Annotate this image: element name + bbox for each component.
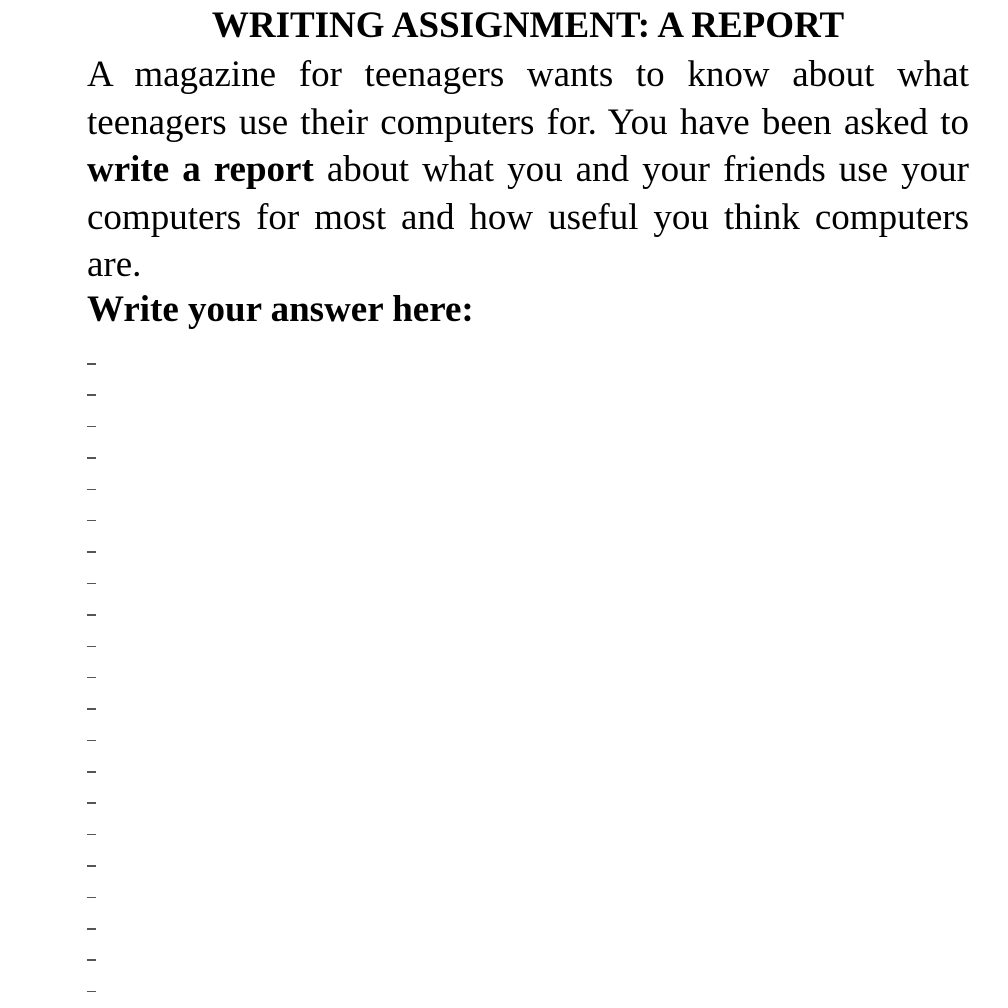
answer-line[interactable]	[87, 842, 969, 873]
answer-line[interactable]	[87, 591, 969, 622]
line-marker	[87, 551, 96, 553]
line-marker	[87, 959, 96, 961]
answer-line[interactable]	[87, 748, 969, 779]
line-marker	[87, 897, 96, 899]
answer-line[interactable]	[87, 340, 969, 371]
prompt-text-start: A magazine for teenagers wants to know about what teenagers use their computers for. You have been asked to	[87, 54, 969, 143]
line-marker	[87, 740, 96, 742]
answer-line[interactable]	[87, 371, 969, 402]
answer-line[interactable]	[87, 905, 969, 936]
line-marker	[87, 802, 96, 804]
assignment-prompt	[87, 51, 969, 289]
prompt-emphasis: write a report	[87, 149, 314, 190]
line-marker	[87, 677, 96, 679]
answer-line[interactable]	[87, 968, 969, 999]
answer-line[interactable]	[87, 936, 969, 967]
line-marker	[87, 614, 96, 616]
answer-line[interactable]	[87, 874, 969, 905]
answer-line[interactable]	[87, 685, 969, 716]
line-marker	[87, 865, 96, 867]
answer-line[interactable]	[87, 528, 969, 559]
line-marker	[87, 363, 96, 365]
answer-label: Write your answer here:	[87, 289, 474, 330]
assignment-title: WRITING ASSIGNMENT: A REPORT	[211, 5, 845, 46]
line-marker	[87, 708, 96, 710]
answer-line[interactable]	[87, 717, 969, 748]
answer-line[interactable]	[87, 434, 969, 465]
line-marker	[87, 394, 96, 396]
answer-line[interactable]	[87, 623, 969, 654]
answer-line[interactable]	[87, 466, 969, 497]
line-marker	[87, 928, 96, 930]
prompt-text-end: about what you and your friends use your computers for most and how useful you think computers are.	[87, 149, 969, 285]
line-marker	[87, 771, 96, 773]
answer-line[interactable]	[87, 779, 969, 810]
line-marker	[87, 991, 96, 993]
line-marker	[87, 520, 96, 522]
line-marker	[87, 426, 96, 428]
line-marker	[87, 583, 96, 585]
answer-line[interactable]	[87, 560, 969, 591]
answer-line[interactable]	[87, 654, 969, 685]
answer-lines[interactable]	[87, 340, 969, 1008]
line-marker	[87, 646, 96, 648]
answer-line[interactable]	[87, 811, 969, 842]
line-marker	[87, 489, 96, 491]
line-marker	[87, 457, 96, 459]
answer-line[interactable]	[87, 497, 969, 528]
line-marker	[87, 834, 96, 836]
answer-line[interactable]	[87, 403, 969, 434]
